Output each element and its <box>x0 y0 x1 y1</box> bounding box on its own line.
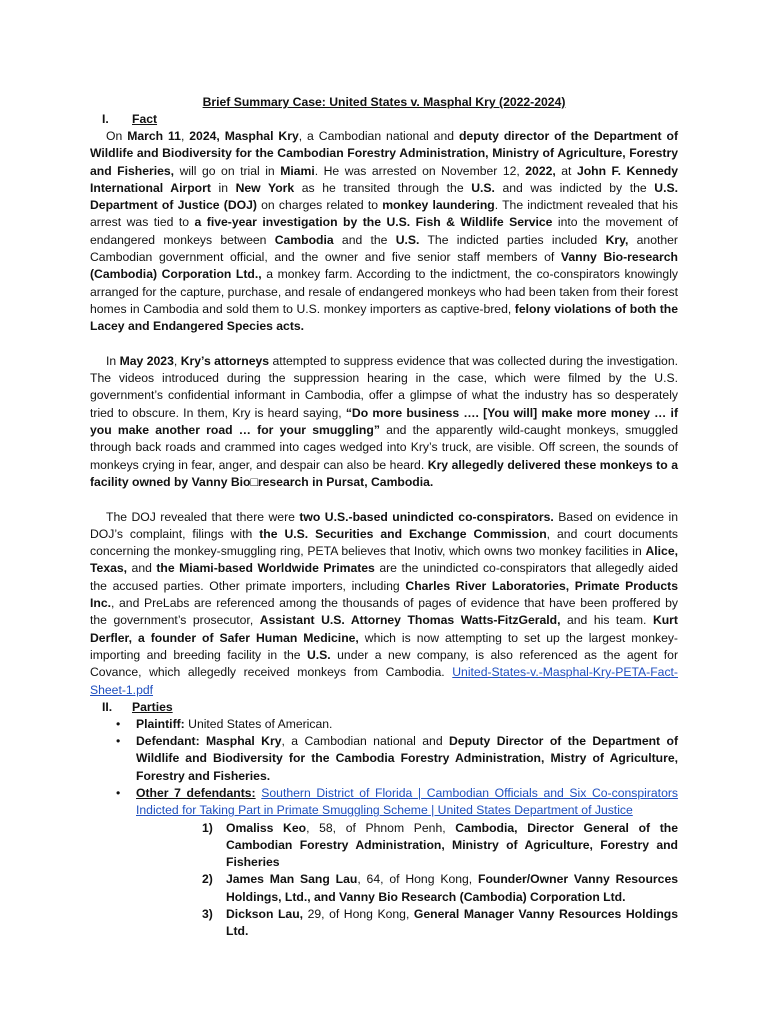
bold-text: James Man Sang Lau <box>226 872 358 887</box>
text-run: , <box>180 129 190 143</box>
bold-text: General Manager Vanny Resources Holdings Ltd. <box>226 907 678 939</box>
section-number: I. <box>102 112 109 126</box>
section-title: Parties <box>132 699 173 714</box>
text-run: and the apparently wild-caught monkeys, smuggled through back roads and crammed into cages wedged into Kry’s truck, are visible. Off screen, the sounds of monkeys crying in fear, anger, and despair can also be heard. <box>90 423 678 472</box>
text-run: In <box>106 353 120 368</box>
bold-text: the Miami-based Worldwide Primates <box>156 561 375 576</box>
section-number: II. <box>102 699 113 714</box>
bold-text: U.S. <box>471 180 495 195</box>
text-run: and his team. <box>560 613 653 628</box>
party-plaintiff <box>90 716 678 733</box>
document-title: Brief Summary Case: United States v. Masphal Kry (2022-2024) <box>202 95 566 109</box>
bold-text: U.S. Department of Justice (DOJ) <box>90 180 678 213</box>
text-run: as he transited through the <box>294 180 472 195</box>
fact-paragraph-3 <box>90 509 678 699</box>
bold-text: Deputy Director of the Department of Wildlife and Biodiversity for the Cambodia Forestry Administration, Mistry of Agriculture, Forestry and Fisheries. <box>136 734 678 783</box>
bold-text: John F. Kennedy International Airport <box>90 163 678 195</box>
co-defendant-item <box>136 871 678 906</box>
text-run: into the movement of endangered monkeys between <box>90 215 678 247</box>
item-number: 3) <box>202 907 213 922</box>
fact-paragraph-1 <box>90 128 678 336</box>
document-page <box>90 94 678 941</box>
item-number: 2) <box>202 872 213 887</box>
text-run: , <box>173 353 181 368</box>
text-run: are the unindicted co-conspirators that allegedly aided the accused parties. Other primate importers, including <box>90 561 678 593</box>
bold-text: monkey laundering <box>382 198 495 213</box>
document-link[interactable]: Southern District of Florida | Cambodian Officials and Six Co-conspirators Indicted for Taking Part in Primate Smuggling Scheme | United States Department of Justice <box>136 785 678 818</box>
text-run: The indicted parties included <box>419 232 606 247</box>
text-run: . He was arrested on November 12, <box>314 163 526 178</box>
party-defendant <box>90 733 678 785</box>
bold-text: New York <box>235 180 295 195</box>
text-run: , and PreLabs are referenced among the thousands of pages of evidence that have been proffered by the government’s prosecutor, <box>90 596 678 628</box>
bold-text: Kurt Derfler, a founder of Safer Human Medicine, <box>90 613 678 645</box>
bold-text: Kry, <box>605 232 629 247</box>
party-other-defendants <box>90 785 678 941</box>
text-run: , a Cambodian national and <box>281 734 449 749</box>
text-run: 29, of Hong Kong, <box>303 907 414 922</box>
bold-text: Omaliss Keo <box>226 820 307 835</box>
bold-text: U.S. <box>306 647 331 662</box>
bold-text: Dickson Lau, <box>226 907 304 922</box>
bold-text: Alice, Texas, <box>90 544 678 576</box>
text-run: in <box>210 180 236 195</box>
text-run: under a new company, is also referenced as the agent for Covance, which allegedly received monkeys from Cambodia. <box>90 647 679 680</box>
co-defendant-item <box>136 906 678 941</box>
text-run: on charges related to <box>256 198 383 213</box>
bold-text: felony violations of both the Lacey and Endangered Species acts. <box>90 301 678 334</box>
fact-paragraph-2 <box>90 353 678 491</box>
section-title: Fact <box>132 112 158 126</box>
bold-text: U.S. <box>395 232 420 247</box>
bold-text: Vanny Bio-research (Cambodia) Corporation Ltd., <box>90 250 678 282</box>
bold-text: Cambodia, Director General of the Cambodian Forestry Administration, Ministry of Agriculture, Forestry and Fisheries <box>226 820 679 870</box>
bold-text: March 11 <box>127 129 181 143</box>
text-run: On <box>106 129 128 143</box>
text-run: and was indicted by the <box>494 180 655 195</box>
paragraph-spacer <box>90 491 678 508</box>
document-link[interactable]: United-States-v.-Masphal-Kry-PETA-Fact-Sheet-1.pdf <box>90 665 678 697</box>
bold-text: the U.S. Securities and Exchange Commission <box>259 526 547 541</box>
bold-text: Founder/Owner Vanny Resources Holdings, Ltd., and Vanny Bio Research (Cambodia) Corporation Ltd. <box>226 872 678 904</box>
text-run: a monkey farm. According to the indictment, the co-conspirators knowingly arranged for the capture, purchase, and resale of endangered monkeys who had been taken from their forest homes in Cambodia and sold them to U.S. monkey importers as captive-bred, <box>90 267 678 316</box>
parties-list <box>90 716 678 941</box>
text-run: and <box>127 561 157 576</box>
other-defendants-text <box>136 786 678 817</box>
bold-text: a five-year investigation by the U.S. Fish & Wildlife Service <box>194 215 553 230</box>
text-run: , 64, of Hong Kong, <box>357 872 479 887</box>
paragraph-spacer <box>90 336 678 353</box>
text-run: and the <box>333 232 396 247</box>
bold-text: Plaintiff: <box>136 716 185 731</box>
bold-text: “Do more business …. [You will] make more money … if you make another road … for your smuggling” <box>90 405 679 438</box>
text-run: at <box>555 163 577 178</box>
section-heading-parties <box>90 699 678 716</box>
bold-text: deputy director of the Department of Wildlife and Biodiversity for the Cambodian Forestry Administration, Ministry of Agriculture, Forestry and Fisheries, <box>90 129 679 178</box>
item-number: 1) <box>202 820 213 835</box>
bold-text: Cambodia <box>274 232 334 247</box>
bold-text: 2022, <box>525 163 556 178</box>
bold-text: Charles River Laboratories, Primate Products Inc. <box>90 578 678 611</box>
text-run: Based on evidence in DOJ’s complaint, filings with <box>90 509 679 541</box>
bold-text: May 2023 <box>119 353 174 368</box>
bold-text: Kry allegedly delivered these monkeys to a facility owned by Vanny Bio□research in Pursat, Cambodia. <box>90 457 678 489</box>
bold-text: Assistant U.S. Attorney Thomas Watts-FitzGerald, <box>259 613 561 628</box>
bold-text: Miami <box>280 163 315 178</box>
text-run: another Cambodian government official, and the owner and five senior staff members of <box>90 232 678 265</box>
text-run: United States of American. <box>184 716 333 731</box>
co-defendant-list <box>136 820 678 941</box>
bold-text: Other 7 defendants: <box>136 785 256 800</box>
bold-text: Defendant: Masphal Kry <box>136 734 282 749</box>
text-run: , 58, of Phnom Penh, <box>306 820 456 835</box>
co-defendant-item <box>136 820 678 872</box>
text-run: attempted to suppress evidence that was collected during the investigation. The videos introduced during the suppression hearing in the case, which were filmed by the U.S. government’s confidential informant in Cambodia, offer a glimpse of what the industry has so desperately tried to obscure. In them, Kry is heard saying, <box>90 353 678 420</box>
bold-text: Kry’s attorneys <box>180 353 270 368</box>
text-run: , and court documents concerning the monkey-smuggling ring, PETA believes that Inotiv, which owns two monkey facilities in <box>90 526 678 559</box>
text-run: . The indictment revealed that his arrest was tied to <box>90 198 679 230</box>
text-run: The DOJ revealed that there were <box>106 509 300 524</box>
text-run: , a Cambodian national and <box>298 129 459 143</box>
text-run: which is now attempting to set up the largest monkey-importing and breeding facility in the <box>90 630 678 662</box>
bold-text: two U.S.-based unindicted co-conspirators. <box>299 509 554 524</box>
text-run: will go on trial in <box>174 163 281 178</box>
bold-text: 2024, Masphal Kry <box>189 129 299 143</box>
section-heading-fact <box>90 111 678 128</box>
